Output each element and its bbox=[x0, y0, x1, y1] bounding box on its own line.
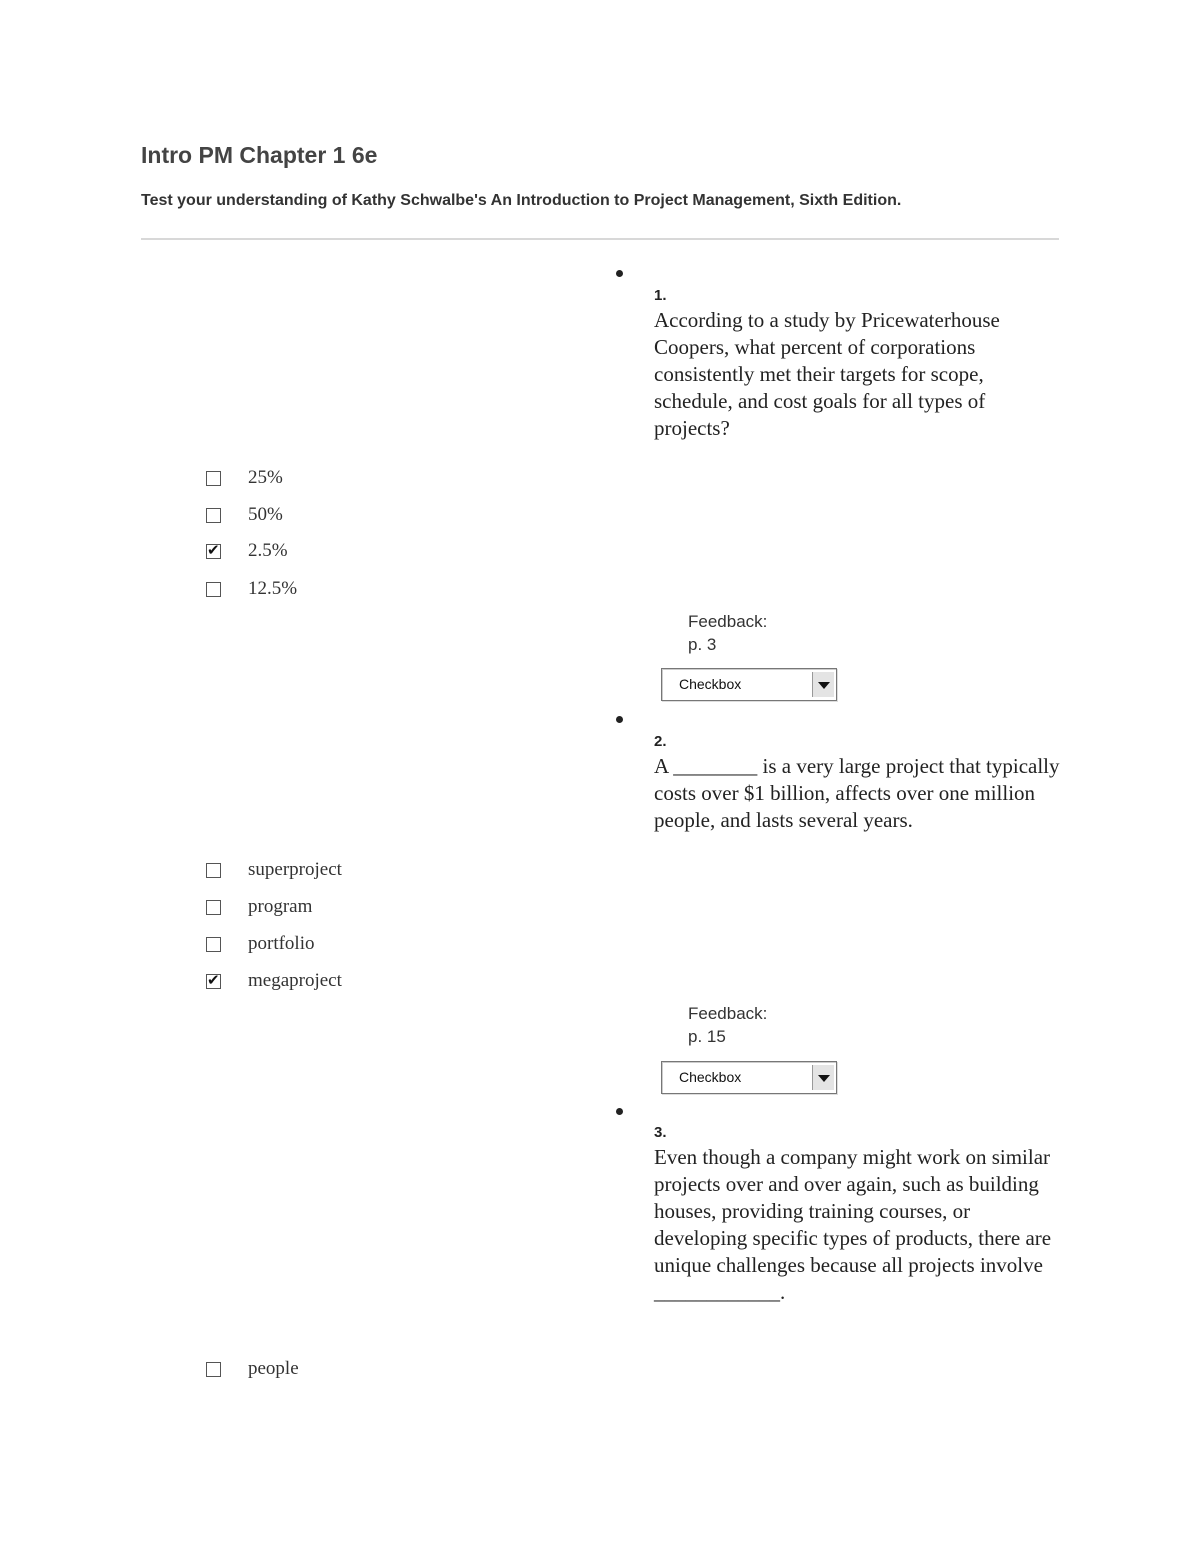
answer-label: 50% bbox=[248, 504, 283, 525]
checkbox[interactable] bbox=[206, 582, 221, 597]
checkbox[interactable] bbox=[206, 900, 221, 915]
answer-option[interactable] bbox=[206, 503, 283, 527]
select-value: Checkbox bbox=[679, 1069, 742, 1085]
checkbox[interactable] bbox=[206, 471, 221, 486]
answer-option[interactable] bbox=[206, 1357, 299, 1381]
select-value: Checkbox bbox=[679, 676, 742, 692]
checkbox[interactable] bbox=[206, 863, 221, 878]
checkbox[interactable] bbox=[206, 544, 221, 559]
question-text: According to a study by Pricewaterhouse Coopers, what percent of corporations consistently met their targets for scope, schedule, and cost goals for all types of projects? bbox=[654, 308, 1000, 440]
question-number: 2. bbox=[654, 733, 667, 750]
answer-type-select[interactable] bbox=[661, 1061, 837, 1094]
bullet-icon bbox=[616, 716, 623, 723]
feedback-label: Feedback: bbox=[688, 612, 768, 631]
answer-option[interactable] bbox=[206, 539, 288, 563]
bullet-icon bbox=[616, 1108, 623, 1115]
answer-type-select[interactable] bbox=[661, 668, 837, 701]
answer-option[interactable] bbox=[206, 466, 283, 490]
chevron-down-icon[interactable] bbox=[812, 1065, 834, 1090]
answer-option[interactable] bbox=[206, 577, 297, 601]
answer-label: megaproject bbox=[248, 970, 342, 991]
bullet-icon bbox=[616, 270, 623, 277]
answer-label: portfolio bbox=[248, 933, 315, 954]
chevron-down-icon[interactable] bbox=[812, 672, 834, 697]
checkbox[interactable] bbox=[206, 937, 221, 952]
answer-option[interactable] bbox=[206, 932, 315, 956]
answer-option[interactable] bbox=[206, 969, 342, 993]
answer-label: 2.5% bbox=[248, 540, 288, 561]
feedback-text: p. 3 bbox=[688, 635, 717, 654]
divider bbox=[141, 238, 1059, 240]
answer-label: 12.5% bbox=[248, 578, 298, 599]
question-text: Even though a company might work on similar projects over and over again, such as building houses, providing training courses, or developing specific types of products, there are unique challenges because all projects involve ____________. bbox=[654, 1145, 1052, 1304]
checkbox[interactable] bbox=[206, 1362, 221, 1377]
feedback-label: Feedback: bbox=[688, 1004, 768, 1023]
question-text: A ________ is a very large project that typically costs over $1 billion, affects over one million people, and lasts several years. bbox=[654, 754, 1060, 832]
answer-label: superproject bbox=[248, 859, 342, 880]
page-title: Intro PM Chapter 1 6e bbox=[141, 142, 378, 168]
answer-label: people bbox=[248, 1358, 299, 1379]
question-number: 1. bbox=[654, 287, 667, 304]
feedback-text: p. 15 bbox=[688, 1027, 726, 1046]
answer-label: 25% bbox=[248, 467, 283, 488]
answer-label: program bbox=[248, 896, 313, 917]
answer-option[interactable] bbox=[206, 895, 312, 919]
answer-option[interactable] bbox=[206, 858, 342, 882]
page-subtitle: Test your understanding of Kathy Schwalbe's An Introduction to Project Management, Sixth Edition. bbox=[141, 192, 902, 209]
question-number: 3. bbox=[654, 1124, 667, 1141]
checkbox[interactable] bbox=[206, 508, 221, 523]
checkbox[interactable] bbox=[206, 974, 221, 989]
